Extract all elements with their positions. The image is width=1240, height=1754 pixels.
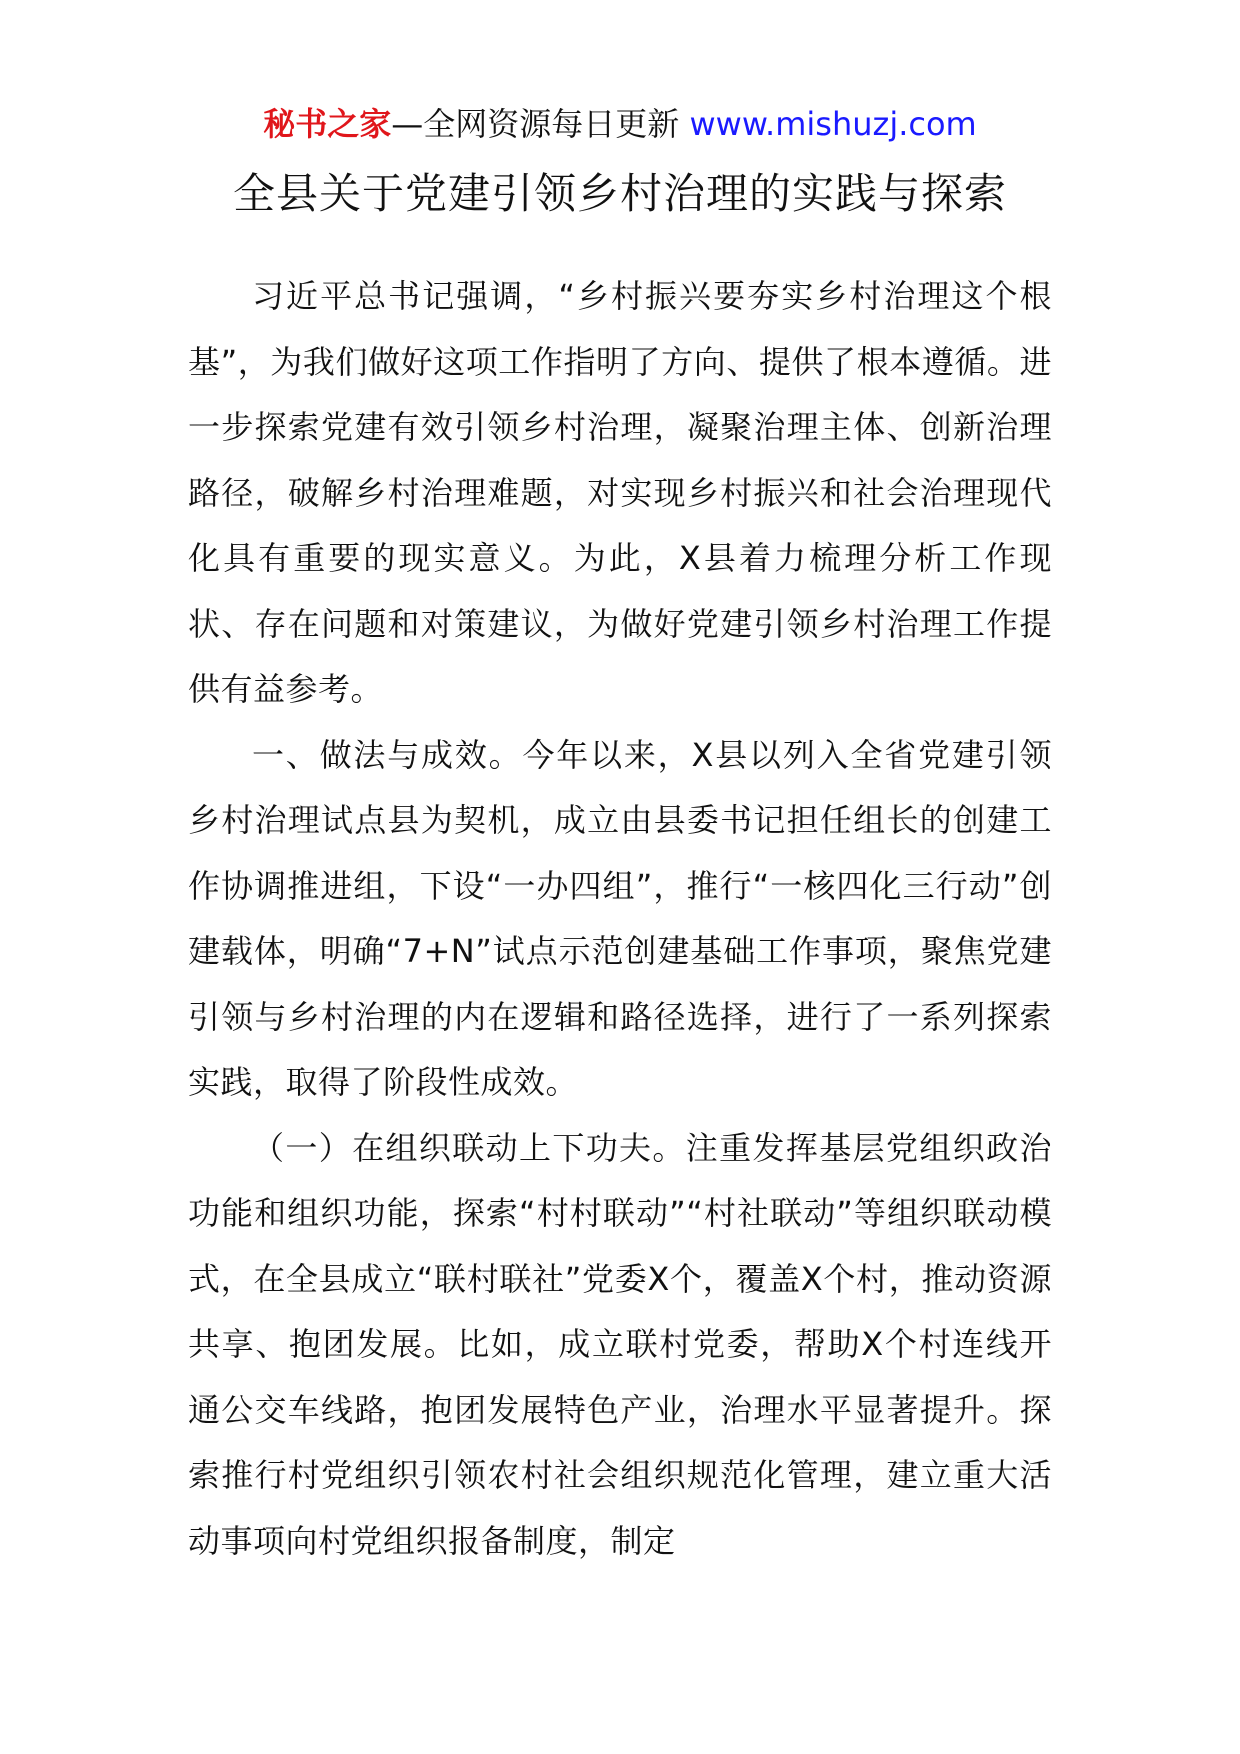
site-banner: [0, 102, 1240, 146]
document-title: 全县关于党建引领乡村治理的实践与探索: [232, 169, 1007, 218]
paragraph-intro: 习近平总书记强调，“乡村振兴要夯实乡村治理这个根基”，为我们做好这项工作指明了方向、提供了根本遵循。进一步探索党建有效引领乡村治理，凝聚治理主体、创新治理路径，破解乡村治理难题，对实现乡村振兴和社会治理现代化具有重要的现实意义。为此，X县着力梳理分析工作现状、存在问题和对策建议，为做好党建引领乡村治理工作提供有益参考。: [188, 277, 1052, 708]
brand-name: 秘书之家: [263, 105, 392, 143]
paragraph-section-1: 一、做法与成效。今年以来，X县以列入全省党建引领乡村治理试点县为契机，成立由县委书记担任组长的创建工作协调推进组，下设“一办四组”，推行“一核四化三行动”创建载体，明确“7+N”试点示范创建基础工作事项，聚焦党建引领与乡村治理的内在逻辑和路径选择，进行了一系列探索实践，取得了阶段性成效。: [188, 735, 1052, 1101]
site-slogan: —全网资源每日更新: [391, 105, 690, 143]
document-body: [188, 264, 1052, 1574]
site-url-link[interactable]: www.mishuzj.com: [689, 105, 977, 143]
paragraph-subsection-1: （一）在组织联动上下功夫。注重发挥基层党组织政治功能和组织功能，探索“村村联动”“村社联动”等组织联动模式，在全县成立“联村联社”党委X个，覆盖X个村，推动资源共享、抱团发展。比如，成立联村党委，帮助X个村连线开通公交车线路，抱团发展特色产业，治理水平显著提升。探索推行村党组织引领农村社会组织规范化管理，建立重大活动事项向村党组织报备制度，制定: [188, 1128, 1052, 1560]
